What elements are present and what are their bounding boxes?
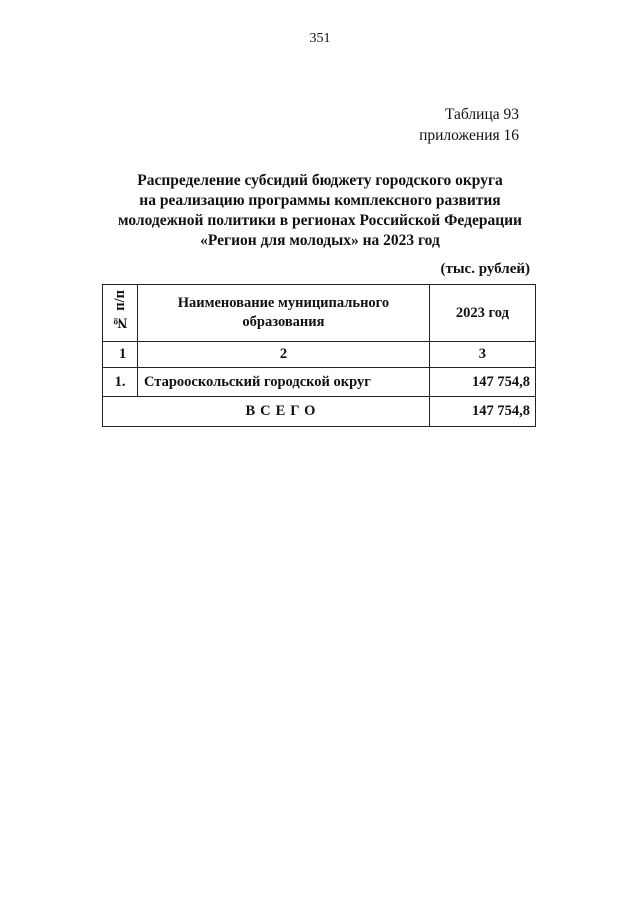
total-row <box>103 397 536 427</box>
row-name: Старооскольский городской округ <box>138 368 430 397</box>
total-label: ВСЕГО <box>103 397 430 427</box>
row-number: 1. <box>103 368 138 397</box>
header-number-cell <box>103 285 138 342</box>
document-title <box>0 171 640 251</box>
table-label: Таблица 93 <box>444 106 519 123</box>
header-year: 2023 год <box>429 285 535 342</box>
title-line: Распределение субсидий бюджету городского округа <box>137 172 503 189</box>
column-index: 2 <box>138 342 430 368</box>
column-index: 3 <box>429 342 535 368</box>
appendix-label: приложения 16 <box>419 127 519 144</box>
column-index-row <box>103 342 536 368</box>
page-number: 351 <box>309 31 331 46</box>
title-line: «Регион для молодых» на 2023 год <box>200 232 440 249</box>
header-name-line2: образования <box>242 314 325 330</box>
column-index: 1 <box>103 342 138 368</box>
table-row <box>103 368 536 397</box>
title-line: на реализацию программы комплексного развития <box>139 192 501 209</box>
header-name-cell <box>138 285 430 342</box>
row-amount: 147 754,8 <box>429 368 535 397</box>
title-line: молодежной политики в регионах Российской Федерации <box>118 212 522 229</box>
subsidy-table <box>102 284 536 427</box>
table-reference <box>419 104 519 146</box>
units-label: (тыс. рублей) <box>440 261 530 277</box>
header-name-line1: Наименование муниципального <box>177 295 390 311</box>
total-amount: 147 754,8 <box>429 397 535 427</box>
table-header-row <box>103 285 536 342</box>
header-number: № п/п <box>111 290 128 331</box>
